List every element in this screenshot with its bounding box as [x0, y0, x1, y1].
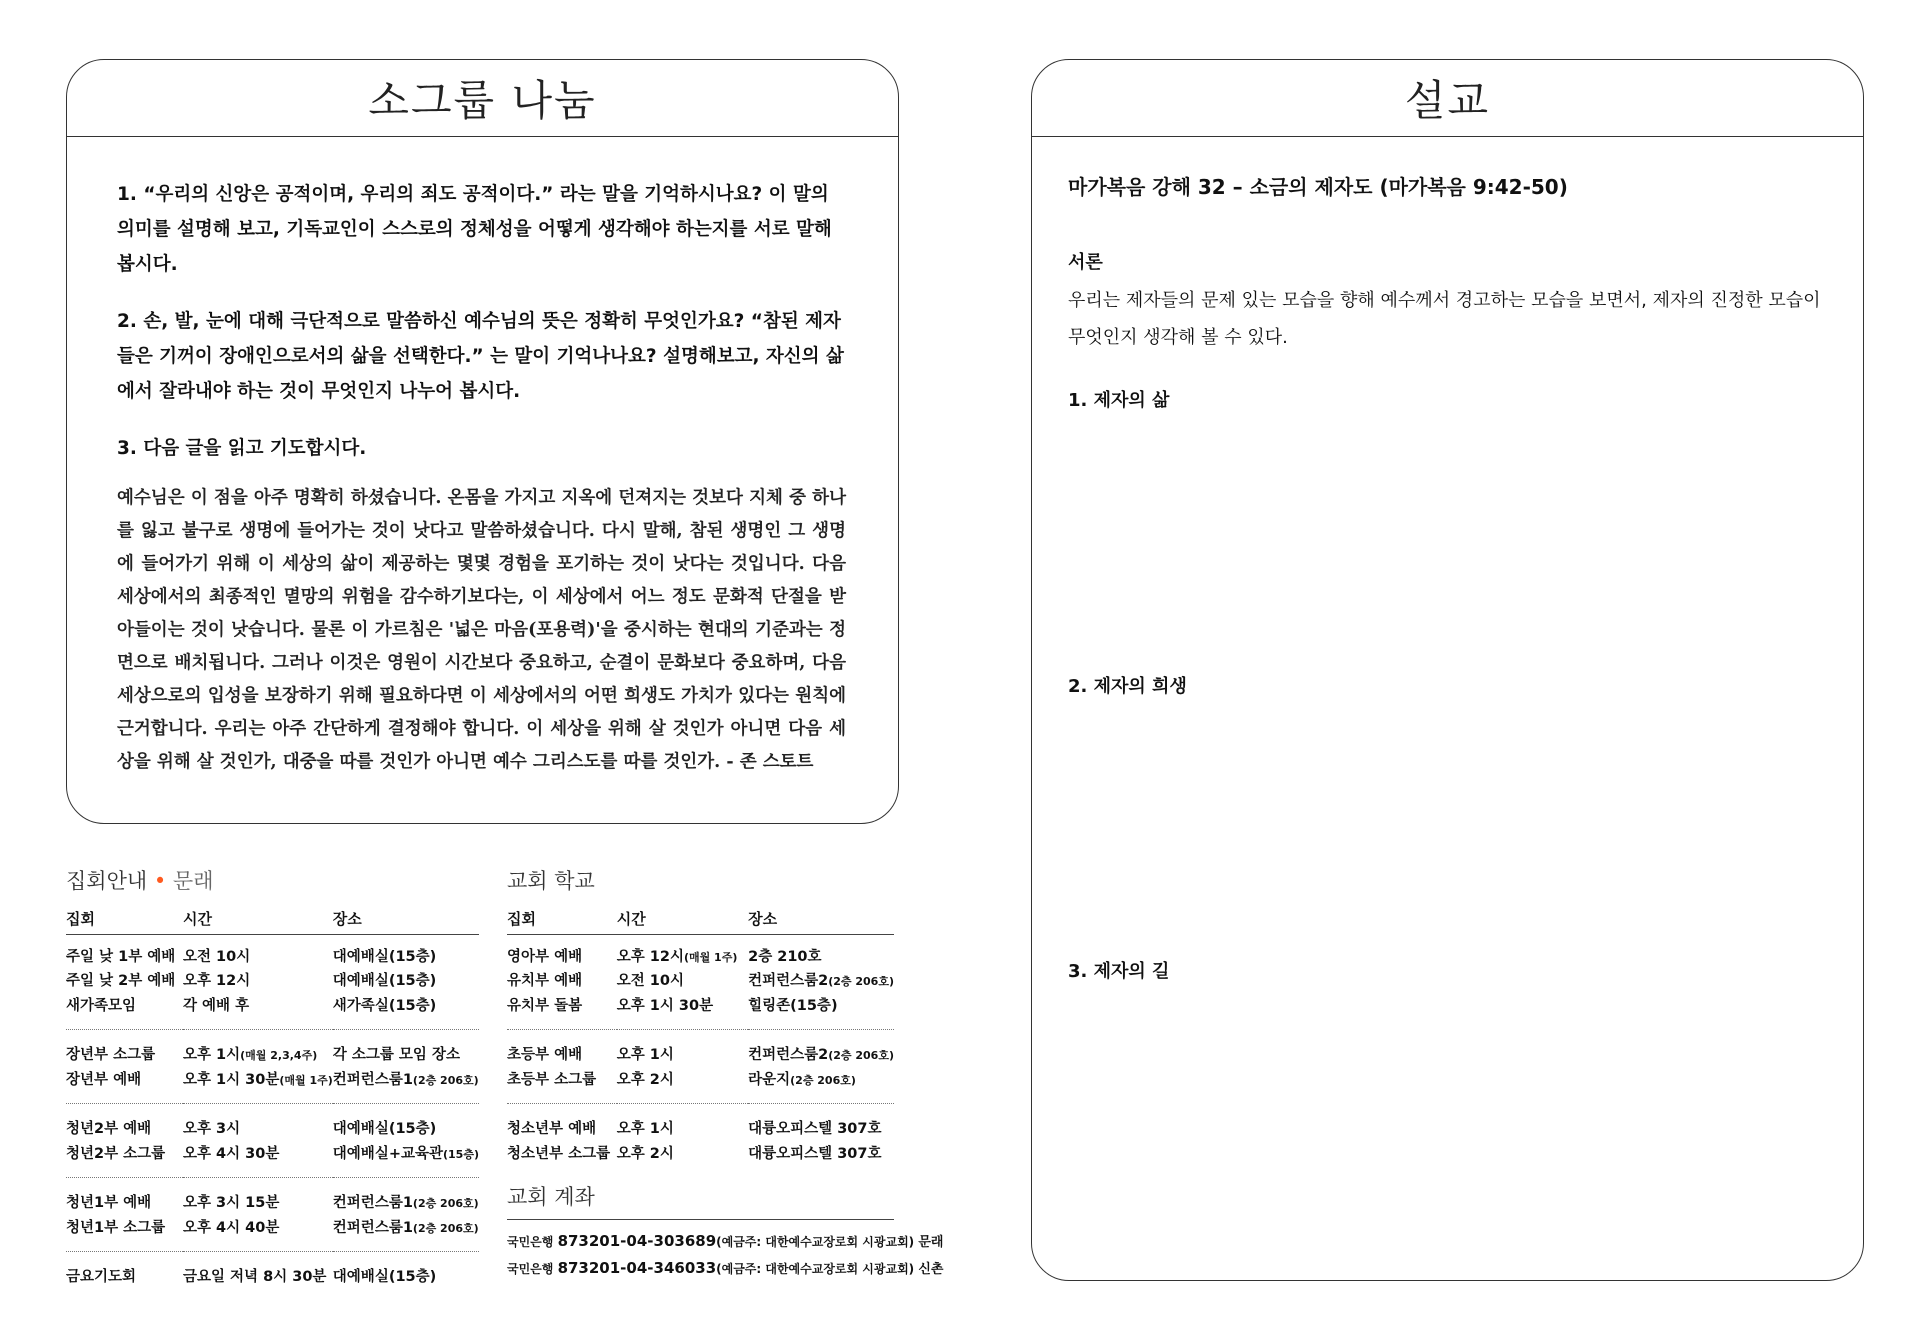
time-cell: 금요일 저녁 8시 30분 [182, 1269, 327, 1286]
question-3: 3. 다음 글을 읽고 기도합시다. [117, 438, 367, 459]
account-number: 873201-04-346033 [557, 1259, 717, 1277]
account-title: 교회 계좌 [507, 1185, 595, 1209]
intro-heading: 서론 [1068, 252, 1103, 273]
place-cell: 2층 210호 [748, 948, 822, 965]
time-cell: 오후 1시(매월 2,3,4주) [182, 1047, 318, 1064]
cell-qualifier: (15층) [443, 1147, 479, 1161]
event-cell: 청년1부 소그룹 [66, 1219, 166, 1236]
place-cell: 대예배실(15층) [332, 1121, 437, 1138]
row-divider [66, 1029, 479, 1042]
event-cell: 청소년부 예배 [507, 1121, 597, 1138]
sermon-point-2: 2. 제자의 희생 [1068, 676, 1187, 697]
event-cell: 주일 낮 1부 예배 [66, 948, 176, 965]
event-cell: 주일 낮 2부 예배 [66, 973, 176, 990]
sermon-point-3: 3. 제자의 길 [1068, 961, 1170, 982]
event-cell: 유치부 예배 [507, 973, 583, 990]
account-number: 873201-04-303689 [557, 1232, 717, 1250]
school-title: 교회 학교 [507, 869, 595, 893]
account-branch: 문래 [918, 1235, 944, 1250]
place-cell: 컨퍼런스룸2(2층 206호) [748, 973, 894, 990]
table-row [507, 1042, 894, 1067]
place-cell: 대륭오피스텔 307호 [748, 1121, 882, 1138]
place-cell: 대예배실(15층) [332, 948, 437, 965]
school-header-place: 장소 [748, 902, 894, 935]
table-row [507, 1140, 894, 1165]
table-row [66, 968, 479, 993]
table-row [507, 935, 894, 968]
table-row [66, 1140, 479, 1165]
account-holder: (예금주: 대한예수교장로회 시광교회) [716, 1262, 915, 1276]
sermon-point-1: 1. 제자의 삶 [1068, 390, 1170, 411]
school-header-time: 시간 [617, 902, 748, 935]
table-row [507, 1066, 894, 1091]
place-cell: 각 소그룹 모임 장소 [332, 1047, 460, 1064]
cell-qualifier: (매월 1주) [683, 950, 738, 964]
question-2: 2. 손, 발, 눈에 대해 극단적으로 말씀하신 예수님의 뜻은 정확히 무엇인가요? “참된 제자들은 기꺼이 장애인으로서의 삶을 선택한다.” 는 말이 기억나나요? 설명해보고, 자신의 삶에서 잘라내야 하는 것이 무엇인지 나누어 봅시다. [117, 311, 844, 402]
place-cell: 라운지(2층 206호) [748, 1071, 856, 1088]
cell-qualifier: (2층 206호) [412, 1221, 479, 1235]
table-row [66, 992, 479, 1017]
time-cell: 오후 4시 30분 [182, 1145, 280, 1162]
meetings-header-event: 집회 [66, 902, 183, 935]
time-cell: 오후 3시 15분 [182, 1195, 280, 1212]
row-divider [66, 1177, 479, 1190]
meetings-table [66, 902, 479, 1288]
time-cell: 오전 10시 [616, 973, 684, 990]
question-1: 1. “우리의 신앙은 공적이며, 우리의 죄도 공적이다.” 라는 말을 기억하시나요? 이 말의 의미를 설명해 보고, 기독교인이 스스로의 정체성을 어떻게 생각해야 하는지를 서로 말해봅시다. [117, 184, 832, 275]
place-cell: 대륭오피스텔 307호 [748, 1145, 882, 1162]
school-table [507, 902, 894, 1165]
meetings-header-time: 시간 [183, 902, 333, 935]
cell-qualifier: (매월 1주) [279, 1073, 333, 1087]
table-row [507, 1116, 894, 1141]
table-row [66, 1042, 479, 1067]
cell-qualifier: (2층 206호) [828, 975, 894, 989]
account-branch: 신촌 [918, 1262, 944, 1277]
sermon-subtitle: 마가복음 강해 32 – 소금의 제자도 (마가복음 9:42-50) [1068, 175, 1568, 199]
table-row [66, 1116, 479, 1141]
event-cell: 초등부 예배 [507, 1047, 583, 1064]
place-cell: 힐링존(15층) [748, 997, 838, 1014]
meetings-title-main: 집회안내 [66, 869, 148, 893]
cell-qualifier: (2층 206호) [828, 1049, 894, 1063]
account-divider [507, 1219, 894, 1220]
row-divider [507, 1103, 894, 1116]
event-cell: 장년부 소그룹 [66, 1047, 156, 1064]
event-cell: 초등부 소그룹 [507, 1071, 597, 1088]
stott-quote: 예수님은 이 점을 아주 명확히 하셨습니다. 온몸을 가지고 지옥에 던져지는 것보다 지체 중 하나를 잃고 불구로 생명에 들어가는 것이 낫다고 말씀하셨습니다. 다시 말해, 참된 생명인 그 생명에 들어가기 위해 이 세상의 삶이 제공하는 몇몇 경험을 포기하는 것이 낫다는 것입니다. 다음 세상에서의 최종적인 멸망의 위험을 감수하기보다는, 이 세상에서 어느 정도 문화적 단절을 받아들이는 것이 낫습니다. 물론 이 가르침은 '넓은 마음(포용력)'을 중시하는 현대의 기준과는 정면으로 배치됩니다. 그러나 이것은 영원이 시간보다 중요하고, 순결이 문화보다 중요하며, 다음 세상으로의 입성을 보장하기 위해 필요하다면 이 세상에서의 어떤 희생도 가치가 있다는 원칙에 근거합니다. 우리는 아주 간단하게 결정해야 합니다. 이 세상을 위해 살 것인가 아니면 다음 세상을 위해 살 것인가, 대중을 따를 것인가 아니면 예수 그리스도를 따를 것인가. - 존 스토트 [117, 488, 846, 772]
time-cell: 오후 12시(매월 1주) [616, 948, 738, 965]
table-row [507, 992, 894, 1017]
place-cell: 컨퍼런스룸1(2층 206호) [332, 1071, 479, 1088]
place-cell: 컨퍼런스룸2(2층 206호) [748, 1047, 894, 1064]
meetings-title [66, 865, 213, 895]
time-cell: 각 예배 후 [182, 997, 250, 1014]
time-cell: 오후 4시 40분 [182, 1219, 280, 1236]
event-cell: 영아부 예배 [507, 948, 583, 965]
time-cell: 오후 1시 [616, 1121, 674, 1138]
account-line-1 [507, 1231, 943, 1250]
time-cell: 오후 2시 [616, 1071, 674, 1088]
time-cell: 오후 1시 30분 [616, 997, 714, 1014]
account-line-2 [507, 1258, 943, 1277]
smallgroup-title: 소그룹 나눔 [67, 60, 898, 137]
time-cell: 오후 12시 [182, 973, 251, 990]
row-divider [66, 1251, 479, 1264]
place-cell: 컨퍼런스룸1(2층 206호) [332, 1219, 479, 1236]
bank-name: 국민은행 [507, 1262, 554, 1276]
row-divider [66, 1103, 479, 1116]
intro-text: 우리는 제자들의 문제 있는 모습을 향해 예수께서 경고하는 모습을 보면서, 제자의 진정한 모습이 무엇인지 생각해 볼 수 있다. [1068, 290, 1821, 348]
event-cell: 청년2부 소그룹 [66, 1145, 166, 1162]
place-cell: 대예배실(15층) [332, 973, 437, 990]
time-cell: 오후 1시 30분(매월 1주) [182, 1071, 333, 1088]
smallgroup-questions [67, 137, 898, 779]
cell-qualifier: (2층 206호) [790, 1073, 856, 1087]
cell-qualifier: (2층 206호) [412, 1073, 479, 1087]
cell-qualifier: (매월 2,3,4주) [240, 1049, 318, 1063]
event-cell: 청소년부 소그룹 [507, 1145, 611, 1162]
table-row [66, 1264, 479, 1289]
smallgroup-panel [66, 59, 899, 824]
time-cell: 오후 2시 [616, 1145, 674, 1162]
event-cell: 유치부 돌봄 [507, 997, 583, 1014]
account-holder: (예금주: 대한예수교장로회 시광교회) [716, 1235, 915, 1249]
sermon-panel [1031, 59, 1864, 1281]
table-row [507, 968, 894, 993]
row-divider [507, 1029, 894, 1042]
table-row [66, 1190, 479, 1215]
sermon-header: 설교 [1032, 60, 1863, 137]
school-header-event: 집회 [507, 902, 617, 935]
event-cell: 청년2부 예배 [66, 1121, 152, 1138]
event-cell: 장년부 예배 [66, 1071, 142, 1088]
cell-qualifier: (2층 206호) [412, 1197, 479, 1211]
place-cell: 대예배실(15층) [332, 1269, 437, 1286]
event-cell: 금요기도회 [66, 1269, 137, 1286]
time-cell: 오후 1시 [616, 1047, 674, 1064]
bank-name: 국민은행 [507, 1235, 554, 1249]
time-cell: 오후 3시 [182, 1121, 241, 1138]
place-cell: 새가족실(15층) [332, 997, 437, 1014]
event-cell: 청년1부 예배 [66, 1195, 152, 1212]
table-row [66, 1214, 479, 1239]
table-row [66, 1066, 479, 1091]
event-cell: 새가족모임 [66, 997, 137, 1014]
table-row [66, 935, 479, 968]
meetings-title-sub: 문래 [172, 869, 214, 893]
sermon-body [1032, 137, 1863, 356]
time-cell: 오전 10시 [182, 948, 251, 965]
meetings-title-sep: • [147, 869, 173, 893]
meetings-header-place: 장소 [333, 902, 479, 935]
place-cell: 컨퍼런스룸1(2층 206호) [332, 1195, 479, 1212]
place-cell: 대예배실+교육관(15층) [332, 1145, 479, 1162]
